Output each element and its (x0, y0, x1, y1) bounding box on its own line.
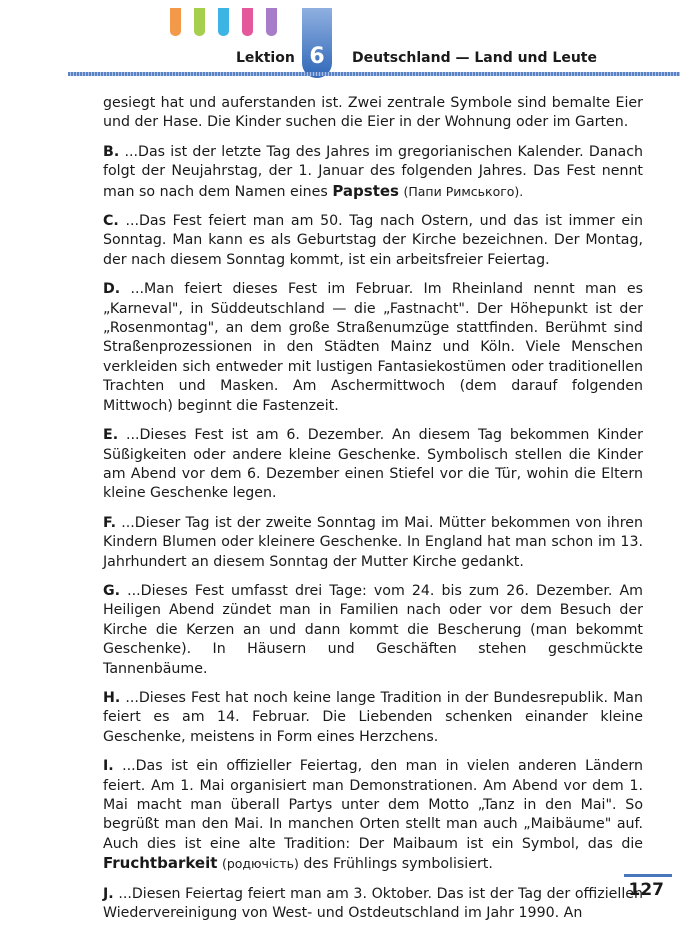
item-label-f: F. (103, 514, 116, 531)
header-rule (68, 72, 680, 76)
tab-blue (218, 8, 229, 36)
lesson-badge (302, 8, 332, 78)
paragraph-c: C. ...Das Fest feiert man am 50. Tag nach Ostern, und das ist immer ein Sonntag. Man kann es als Geburtstag der Kirche bezeichnen. Der Montag, der nach diesem Sonntag kommt, ist ein arbeitsfreier Feiertag. (103, 213, 643, 268)
paragraph-a-continued: gesiegt hat und auferstanden ist. Zwei zentrale Symbole sind bemalte Eier und der Hase. Die Kinder suchen die Eier in der Wohnung oder im Garten. (103, 95, 643, 131)
lesson-label: Lektion (236, 50, 295, 66)
color-tabs (170, 8, 290, 38)
tab-purple (266, 8, 277, 36)
item-label-c: C. (103, 213, 119, 230)
item-label-h: H. (103, 689, 121, 706)
paragraph-j: J. ...Diesen Feiertag feiert man am 3. Oktober. Das ist der Tag der offiziellen Wiedervereinigung von West- und Ostdeutschland im Jahr 1990. An (103, 885, 643, 922)
paragraph-g: G. ...Dieses Fest umfasst drei Tage: vom 24. bis zum 26. Dezember. Am Heiligen Abend zündet man in Familien nach oder vor dem Besuch der Kirche die Kerzen an und dann kommt die Bescherung (man bekommt Geschenke). In Häusern und Geschäften stehen geschmückte Tannenbäume. (103, 582, 643, 677)
lesson-number: 6 (309, 44, 325, 69)
item-label-e: E. (103, 427, 119, 444)
page-body (103, 94, 643, 933)
paragraph-i: I. ...Das ist ein offizieller Feiertag, den man in vielen anderen Ländern feiert. Am 1. Mai organisiert man Demonstrationen. Am Abend vor dem 1. Mai macht man überall Partys unter dem Motto „Tanz in den Mai". So begrüßt man den Mai. In manchen Orten stellt man auch „Maibäume" auf. Auch dies ist eine alte Tradition: Der Maibaum ist ein Symbol, das die Fruchtbarkeit (родючість) des Frühlings symbolisiert. (103, 758, 643, 873)
paragraph-b: B. ...Das ist der letzte Tag des Jahres im gregorianischen Kalender. Danach folgt der Neujahrstag, der 1. Januar des folgenden Jahres. Das Fest nennt man so nach dem Namen eines Papstes (Папи Римського). (103, 143, 643, 200)
paragraph-h: H. ...Dieses Fest hat noch keine lange Tradition in der Bundesrepublik. Man feiert es am 14. Februar. Die Liebenden schenken einander kleine Geschenke, meistens in Form eines Herzchens. (103, 689, 643, 745)
item-label-j: J. (103, 885, 114, 902)
item-label-i: I. (103, 758, 114, 775)
page-number: 127 (628, 880, 664, 900)
paragraph-e: E. ...Dieses Fest ist am 6. Dezember. An diesem Tag bekommen Kinder Süßigkeiten oder andere kleine Geschenke. Symbolisch stellen die Kinder am Abend vor dem 6. Dezember einen Stiefel vor die Tür, wohin die Eltern kleine Geschenke legen. (103, 427, 643, 502)
paragraph-f: F. ...Dieser Tag ist der zweite Sonntag im Mai. Mütter bekommen von ihren Kindern Blumen oder kleinere Geschenke. In England hat man schon im 13. Jahrhundert an diesem Sonntag der Mutter Kirche gedankt. (103, 514, 644, 570)
bold-term: Papstes (332, 181, 399, 200)
bold-term: Fruchtbarkeit (103, 854, 218, 873)
tab-green (194, 8, 205, 36)
translation-gloss: (родючість) (221, 856, 299, 872)
page-number-rule (624, 874, 672, 877)
chapter-title: Deutschland — Land und Leute (352, 50, 597, 66)
paragraph-d: D. ...Man feiert dieses Fest im Februar. Im Rheinland nennt man es „Karneval", in Süddeutschland — die „Fastnacht". Der Höhepunkt ist der „Rosenmontag", an dem große Straßenumzüge stattfinden. Berühmt sind Straßenprozessionen in den Städten Mainz und Köln. Viele Menschen verkleiden sich entweder mit lustigen Fantasiekostümen oder traditionellen Trachten und Masken. Am Aschermittwoch (dem darauf folgenden Mittwoch) beginnt die Fastenzeit. (103, 281, 643, 414)
item-label-d: D. (103, 281, 121, 298)
translation-gloss: (Папи Римського). (403, 183, 524, 199)
item-label-g: G. (103, 582, 121, 599)
tab-pink (242, 8, 253, 36)
item-label-b: B. (103, 143, 120, 160)
tab-orange (170, 8, 181, 36)
